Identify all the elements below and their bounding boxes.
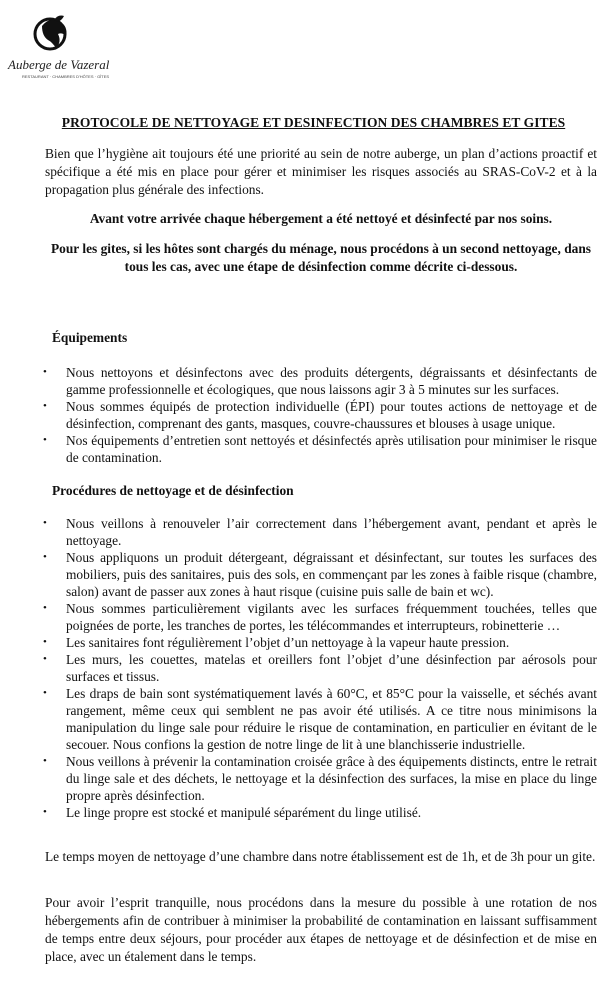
- list-item: • Les draps de bain sont systématiquement lavés à 60°C, et 85°C pour la vaisselle, et séchés avant rangement, même ceux qui semblent ne pas avoir été utilisés. A ce titre nous minimisons la manipulation du linge sale pour réduire le risque de contamination, en particulier en évitant de le secouer. Nous confions la gestion de notre linge de lit à une blanchisserie industrielle.: [43, 686, 597, 752]
- bullet-icon: •: [43, 400, 47, 412]
- bullet-icon: •: [43, 366, 47, 378]
- list-item: • Nous veillons à prévenir la contamination croisée grâce à des équipements distincts, entre le retrait du linge sale et des déchets, le nettoyage et la désinfection des surfaces, la mise en place du linge propre après désinfection.: [43, 754, 597, 803]
- notice-gites: Pour les gites, si les hôtes sont chargés du ménage, nous procédons à un second nettoyage, dans tous les cas, avec une étape de désinfection comme décrite ci-dessous.: [50, 241, 591, 274]
- list-item: • Nous veillons à renouveler l’air correctement dans l’hébergement avant, pendant et après le nettoyage.: [43, 516, 597, 548]
- conclusion-paragraph: Pour avoir l’esprit tranquille, nous procédons dans la mesure du possible à une rotation de nos hébergements afin de contribuer à minimiser la probabilité de contamination en laissant suffisamment de temps entre deux séjours, pour procéder aux étapes de nettoyage et de désinfection et de mise en place, avec un étalement dans le temps.: [45, 895, 597, 964]
- bullet-icon: •: [43, 806, 47, 818]
- logo-tagline: RESTAURANT · CHAMBRES D'HÔTES · GÎTES: [22, 74, 110, 79]
- procedures-list: [36, 515, 597, 821]
- list-item: • Les murs, les couettes, matelas et oreillers font l’objet d’une désinfection par aérosols pour surfaces et tissus.: [43, 652, 597, 684]
- bullet-icon: •: [43, 551, 47, 563]
- list-item: • Nous sommes équipés de protection individuelle (ÉPI) pour toutes actions de nettoyage et de désinfection, comprenant des gants, masques, couvre-chaussures et blouses à usage unique.: [43, 399, 597, 431]
- intro-paragraph: Bien que l’hygiène ait toujours été une priorité au sein de notre auberge, un plan d’actions proactif et spécifique a été mis en place pour gérer et minimiser les risques associés au SRAS-CoV-2 et à la propagation plus générale des infections.: [45, 146, 597, 197]
- logo-name: Auberge de Vazeral: [8, 57, 110, 72]
- section-heading-equipements: Équipements: [52, 330, 128, 345]
- cleaning-time-paragraph: Le temps moyen de nettoyage d’une chambre dans notre établissement est de 1h, et de 3h pour un gite.: [45, 849, 596, 864]
- list-item: • Les sanitaires font régulièrement l’objet d’un nettoyage à la vapeur haute pression.: [43, 635, 510, 650]
- list-item: • Nous nettoyons et désinfectons avec des produits détergents, dégraissants et désinfectants de gamme professionnelle et écologiques, que nous laissons agir 3 à 5 minutes sur les surfaces.: [43, 365, 597, 397]
- bullet-icon: •: [43, 517, 47, 529]
- bullet-icon: •: [43, 602, 47, 614]
- section-heading-procedures: Procédures de nettoyage et de désinfection: [52, 483, 294, 498]
- bullet-icon: •: [43, 434, 47, 446]
- list-item: • Le linge propre est stocké et manipulé séparément du linge utilisé.: [43, 805, 422, 820]
- horse-logo-icon: [28, 12, 78, 60]
- bullet-icon: •: [43, 755, 47, 767]
- document-title: PROTOCOLE DE NETTOYAGE ET DESINFECTION DES CHAMBRES ET GITES: [61, 115, 566, 130]
- list-item: • Nous sommes particulièrement vigilants avec les surfaces fréquemment touchées, telles que poignées de porte, les tranches de portes, les télécommandes et interrupteurs, robinetterie …: [43, 601, 597, 633]
- equipements-list: [36, 364, 597, 466]
- bullet-icon: •: [43, 636, 47, 648]
- notice-arrival: Avant votre arrivée chaque hébergement a été nettoyé et désinfecté par nos soins.: [89, 211, 553, 226]
- bullet-icon: •: [43, 687, 47, 699]
- list-item: • Nos équipements d’entretien sont nettoyés et désinfectés après utilisation pour minimiser le risque de contamination.: [43, 433, 597, 465]
- logo: [6, 10, 110, 90]
- list-item: • Nous appliquons un produit détergeant, dégraissant et désinfectant, sur toutes les surfaces des mobiliers, puis des sanitaires, puis des sols, en commençant par les zones à faible risque (chambre, salon) avant de passer aux zones à haut risque (cuisine puis salle de bain et wc).: [43, 550, 597, 599]
- bullet-icon: •: [43, 653, 47, 665]
